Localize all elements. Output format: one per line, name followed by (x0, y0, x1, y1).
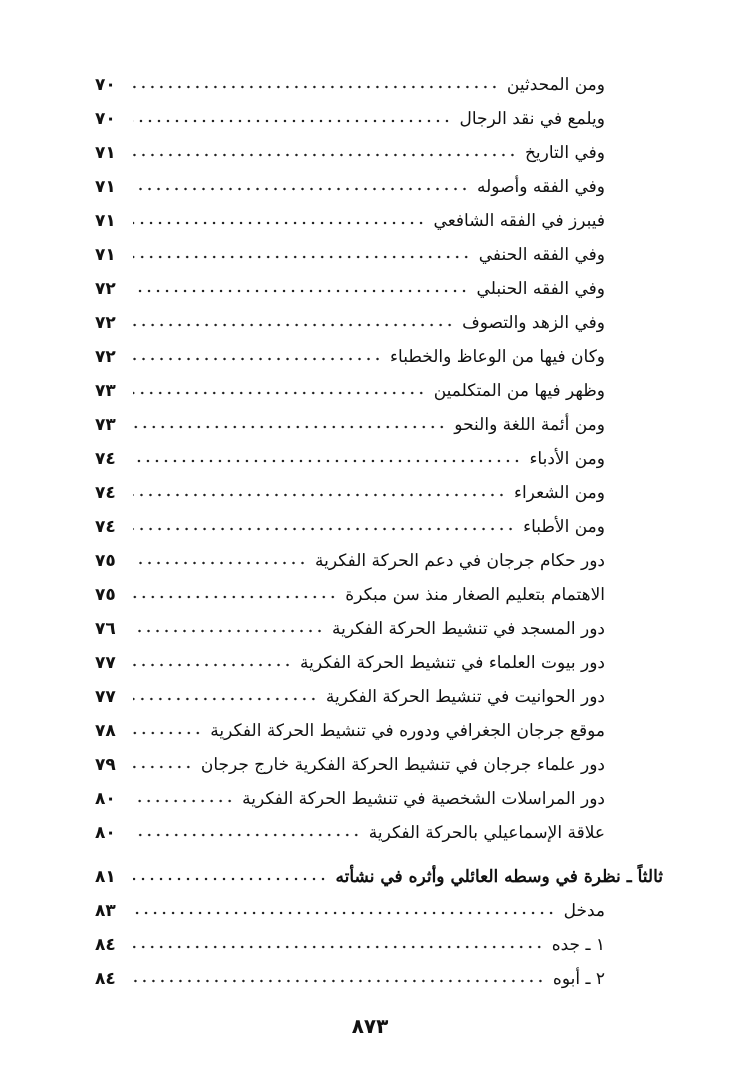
toc-entry (95, 608, 605, 640)
toc-leader-dots (133, 84, 499, 90)
toc-entry-title: الاهتمام بتعليم الصغار منذ سن مبكرة (345, 585, 605, 605)
toc-leader-dots (133, 696, 318, 702)
toc-entry (95, 98, 605, 130)
toc-entry-page: ٨٠ (95, 789, 116, 809)
toc-entry-title: موقع جرجان الجغرافي ودوره في تنشيط الحركة الفكرية (210, 721, 605, 741)
toc-entry (95, 676, 605, 708)
toc-entry-page: ٨١ (95, 867, 116, 887)
toc-entry-page: ٨٤ (95, 969, 116, 989)
toc-entry-page: ٧٥ (95, 585, 116, 605)
toc-entry (95, 958, 605, 990)
toc-leader-dots (133, 526, 515, 532)
toc-leader-dots (133, 186, 469, 192)
toc-leader-dots (133, 288, 469, 294)
toc-entry-page: ٧٢ (95, 347, 116, 367)
toc-leader-dots (133, 876, 328, 882)
toc-entry-page: ٧٨ (95, 721, 116, 741)
toc-entry-page: ٧٢ (95, 313, 116, 333)
toc-entry-title: دور المراسلات الشخصية في تنشيط الحركة الفكرية (242, 789, 605, 809)
toc-entry (95, 710, 605, 742)
toc-leader-dots (133, 152, 517, 158)
toc-entry-page: ٧٠ (95, 75, 116, 95)
toc-leader-dots (133, 730, 202, 736)
toc-entry (95, 540, 605, 572)
toc-entry (95, 574, 605, 606)
toc-entry-page: ٧٣ (95, 415, 116, 435)
toc-leader-dots (133, 764, 193, 770)
toc-leader-dots (133, 560, 307, 566)
toc-entry-page: ٧٦ (95, 619, 116, 639)
toc-entry-title: وفي الفقه الحنبلي (476, 279, 605, 299)
toc-leader-dots (133, 220, 426, 226)
toc-entry (95, 472, 605, 504)
toc-entry (95, 234, 605, 266)
toc-entry-page: ٧٩ (95, 755, 116, 775)
toc-entry-page: ٧٠ (95, 109, 116, 129)
toc-entry-title: دور بيوت العلماء في تنشيط الحركة الفكرية (300, 653, 605, 673)
toc-entry-title: وفي الفقه الحنفي (478, 245, 605, 265)
toc-entry (95, 166, 605, 198)
toc-leader-dots (133, 458, 521, 464)
toc-entry (95, 132, 605, 164)
toc-leader-dots (133, 662, 292, 668)
toc-entry (95, 370, 605, 402)
toc-entry-title: ومن الشعراء (513, 483, 605, 503)
toc-leader-dots (133, 832, 361, 838)
toc-entry-title: مدخل (563, 901, 605, 921)
toc-entry (95, 200, 605, 232)
toc-entry-page: ٧٧ (95, 653, 116, 673)
toc-entry-title: وفي التاريخ (524, 143, 605, 163)
toc-leader-dots (133, 424, 446, 430)
toc-entry (95, 438, 605, 470)
toc-leader-dots (133, 594, 337, 600)
toc-entry-page: ٨٣ (95, 901, 116, 921)
toc-entry-page: ٨٠ (95, 823, 116, 843)
toc-entry-page: ٧٧ (95, 687, 116, 707)
toc-entry-page: ٧١ (95, 177, 116, 197)
toc-entry-page: ٧٤ (95, 517, 116, 537)
toc-entry (95, 302, 605, 334)
toc-entry-title: وظهر فيها من المتكلمين (433, 381, 605, 401)
toc-leader-dots (133, 356, 382, 362)
toc-entry (95, 642, 605, 674)
toc-entry (95, 924, 605, 956)
toc-leader-dots (133, 628, 324, 634)
toc-leader-dots (133, 798, 234, 804)
toc-entry-title: ومن أئمة اللغة والنحو (454, 415, 605, 435)
page-number: ٨٧٣ (351, 1014, 389, 1038)
toc-entry (95, 336, 605, 368)
toc-entry-title: دور حكام جرجان في دعم الحركة الفكرية (315, 551, 605, 571)
toc-entry-title: وفي الفقه وأصوله (477, 177, 605, 197)
toc-entry-title: دور الحوانيت في تنشيط الحركة الفكرية (325, 687, 605, 707)
toc-entry-title: ومن المحدثين (506, 75, 605, 95)
toc-entry (95, 812, 605, 844)
toc-entry-page: ٧٤ (95, 483, 116, 503)
toc-leader-dots (133, 390, 426, 396)
toc-entry-title: دور علماء جرجان في تنشيط الحركة الفكرية خارج جرجان (200, 755, 605, 775)
toc-entry (95, 506, 605, 538)
toc-entry-page: ٧٣ (95, 381, 116, 401)
toc-entry-title: فيبرز في الفقه الشافعي (433, 211, 605, 231)
toc-leader-dots (133, 322, 454, 328)
toc-entry-title: ومن الأطباء (523, 517, 605, 537)
toc-entry-page: ٨٤ (95, 935, 116, 955)
toc-entry (95, 268, 605, 300)
toc-entry (95, 778, 605, 810)
toc-entry-title: وكان فيها من الوعاظ والخطباء (390, 347, 605, 367)
toc-leader-dots (133, 978, 545, 984)
toc-entry-page: ٧٤ (95, 449, 116, 469)
toc-leader-dots (133, 944, 544, 950)
toc-entry-page: ٧١ (95, 143, 116, 163)
toc-entry-title: ١ ـ جده (551, 935, 605, 955)
toc-leader-dots (133, 254, 471, 260)
toc-entry-title: ٢ ـ أبوه (552, 969, 605, 989)
toc-entry-page: ٧١ (95, 211, 116, 231)
toc-entry (95, 404, 605, 436)
toc-section-entry (95, 856, 663, 888)
toc-entry-title: علاقة الإسماعيلي بالحركة الفكرية (368, 823, 605, 843)
toc-entry-title: ثالثاً ـ نظرة في وسطه العائلي وأثره في نشأته (335, 867, 663, 887)
toc-entry-title: ويلمع في نقد الرجال (459, 109, 605, 129)
toc-entry (95, 890, 605, 922)
toc-entry-page: ٧١ (95, 245, 116, 265)
toc-entry (95, 64, 605, 96)
toc-entry-page: ٧٥ (95, 551, 116, 571)
toc-leader-dots (133, 118, 451, 124)
toc-leader-dots (133, 910, 556, 916)
toc-entry-title: ومن الأدباء (529, 449, 605, 469)
toc-leader-dots (133, 492, 506, 498)
toc-entry-title: دور المسجد في تنشيط الحركة الفكرية (332, 619, 605, 639)
toc-entry (95, 744, 605, 776)
toc-entry-title: وفي الزهد والتصوف (462, 313, 605, 333)
toc-entry-page: ٧٢ (95, 279, 116, 299)
